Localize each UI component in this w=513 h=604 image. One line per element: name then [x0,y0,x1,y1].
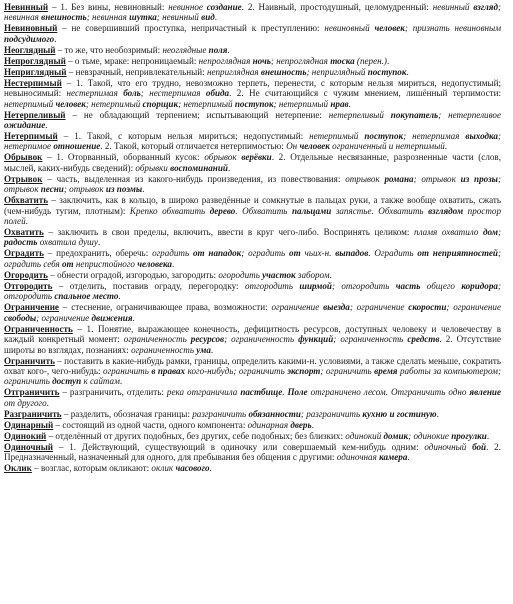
example-text: кухню и гостиную [362,408,437,419]
example-text: радость [4,237,38,248]
example-text: ресурсов [190,334,225,345]
example-text: экспорт [287,365,321,376]
example-text: ; ограничение [446,302,501,313]
example-text: поля [208,44,228,55]
example-text: нестерпимая [66,88,124,99]
definition-text: . [46,397,49,408]
definition-text: . [209,463,212,474]
headword: Оклик [4,463,32,474]
definition-text: . [210,344,214,355]
example-text: спальное место [54,291,119,302]
example-text: невинное [168,2,207,12]
definition-text: – то же, что необозримый: [55,44,163,55]
example-text: поступок [367,66,407,77]
example-text: ; нетерпеливое [438,109,501,120]
example-text: домик [383,430,409,441]
example-text: ; отрывок [4,173,501,195]
example-text: неоглядные [162,44,209,55]
definition-text: . [444,141,448,152]
headword: Одиночный [4,441,54,452]
definition-text: – обнести оградой, изгородью, загородить: [47,269,219,280]
example-text: ограничение [271,302,324,313]
example-text: непристойного [73,258,138,269]
example-text: камера [379,452,408,463]
example-text: в правах [151,365,186,376]
example-text: ума [196,344,211,355]
example-text: ; нетерпимый [85,98,143,109]
definition-text: . [407,452,410,463]
example-text: отграничено лесом. Отграничить одно [307,387,470,398]
example-text: . Обхватить [235,205,292,216]
example-text: одинарная [247,419,291,430]
definition-text: . 2. Предназначенный, назначенный для одного, для пребывания без общения с другими: [4,441,501,463]
example-text: ограниченность [131,344,197,355]
headword: Нетерпимый [4,131,58,142]
example-text: чьих-н. [300,248,336,259]
example-text: из прозы [460,173,498,184]
entry-ogradit [4,248,501,269]
example-text: ; невинная [4,2,501,23]
example-text: боль [123,88,141,99]
definition-text: – 1. Оторванный, оборванный кусок: [42,152,205,163]
example-text: участок [262,269,296,280]
example-text: пальцами [291,205,332,216]
definition-text: . [311,419,314,430]
example-text: внешность [41,12,87,23]
example-text: отрывок [345,173,385,184]
example-text: тоска [330,55,355,66]
headword: Разграничить [4,408,62,419]
example-text: ширмой [299,280,332,291]
headword: Охватить [4,227,44,238]
example-text: движения [91,312,133,323]
entry-neterpelivy [4,110,501,131]
example-text: шутка [129,12,157,23]
example-text: Крепко обхватить [129,205,210,216]
example-text: пламя охватило [414,227,483,238]
example-text: ; отрывок [63,184,106,195]
example-text: обида [205,88,230,99]
headword: Обрывок [4,152,43,163]
definition-text: – возглас, которым окликают: [31,463,152,474]
headword: Ограниченность [4,323,73,334]
definition-text: . [118,291,121,302]
example-text: разграничить [192,408,249,419]
entry-ogorodit [4,270,501,280]
definition-text: – разделить, обозначая границы: [61,408,193,419]
example-text: обрывки [135,162,171,173]
example-text: человек [299,141,330,152]
example-text: средств [407,334,440,345]
example-text: свободы [4,312,37,323]
example-text: работы за компьютером; ограничить [4,365,501,387]
example-text: ограничить [103,365,152,376]
example-text: ограниченность [123,334,191,345]
example-text: ; ограничение [349,302,409,313]
headword: Невинный [4,2,49,12]
example-text: ; признать невиновным [404,23,501,34]
definition-text: . 2. Такой, который отличается нетерпимостью: [100,141,287,152]
definition-text: . [406,66,409,77]
example-text: часового [175,463,210,474]
example-text: . Оградить [368,248,418,259]
example-text: одинокий [345,430,384,441]
example-text: ; отгородить [4,280,501,302]
example-text: ; ограничение [36,312,92,323]
example-text: обязанности [248,408,301,419]
example-text: обрывок [204,152,242,163]
entry-neprivlyadny [4,67,501,77]
entry-odinokiy [4,431,501,441]
example-text: поступок [234,98,274,109]
example-text: запястье. Обхватить [331,205,429,216]
example-text: верёвки [241,152,272,163]
example-text: явление [469,387,501,398]
definition-text: – поставить в какие-нибудь рамки, границы, определить какими-н. условиями, а также сделать меньше, сократить охват кого-, чего-нибудь: [4,355,501,376]
example-text: ; невинный [156,12,202,23]
example-text: одиночный [424,441,473,452]
example-text: поступок [364,131,404,142]
entry-otryvok [4,174,501,195]
example-text: нетерпимый [309,131,365,142]
definition-text: . [329,269,332,280]
entry-neterpimy2 [4,131,501,152]
example-text: человека [137,258,172,269]
headword: Отгородить [4,280,53,291]
headword: Оградить [4,248,44,259]
definition-text: – отделённый от других подобных, без других, себе подобных; без близких: [46,430,346,441]
entry-otgranichit [4,387,501,408]
example-text: река отграничила [166,387,241,398]
example-text: ; ограниченность [333,334,408,345]
definition-text: – не совершивший проступка, непричастный к преступлению: [57,23,325,34]
example-text: время [374,365,398,376]
definition-text: . [436,408,439,419]
example-text: от другого [4,397,47,408]
example-text: ночь [252,55,271,66]
headword: Одинокий [4,430,47,441]
headword: Неоглядный [4,44,56,55]
headword: Отграничить [4,387,60,398]
example-text: ограниченный и нетерпимый [329,141,445,152]
definition-text: . [45,120,48,131]
definition-text: – 1. Такой, с которым нельзя мириться; недопустимый: [57,131,310,142]
definition-text: – стеснение, ограничивающее права, возможности: [58,302,272,313]
definition-text: . 2. Наивный, простодушный, целомудренный: [241,2,433,12]
definition-text: – предохранить, оберечь: [43,248,153,259]
example-text: воспоминаний [170,162,228,173]
example-text: ; неприглядный [306,66,368,77]
example-text: выезда [323,302,350,313]
definition-text: . [54,33,57,44]
example-text: ; непроглядная [270,55,331,66]
example-text: часть [395,280,421,291]
definition-text: . [386,55,390,66]
example-text: ; нетерпимый [178,98,235,109]
entry-nevinny [4,2,501,23]
definition-text: . [97,237,101,248]
example-text: песни [40,184,64,195]
example-text: отношение [53,141,101,152]
example-text: покупатель [390,109,439,120]
definition-text: . [227,44,230,55]
definition-text: – часть, выделенная из какого-нибудь произведения, из повествования: [42,173,346,184]
definition-text: . [132,312,135,323]
example-text: прогулки [451,430,487,441]
headword: Одинарный [4,419,54,430]
entry-ogranichenie [4,302,501,323]
example-text: невиновный [324,23,375,34]
example-text: подсудимого [4,33,55,44]
example-text: человек [55,98,86,109]
example-text: спорщик [142,98,179,109]
definition-text: . [486,430,490,441]
entry-neterpimy [4,78,501,109]
entry-razgranichit [4,409,501,419]
entry-otgorodit [4,281,501,302]
example-text: общего [420,280,462,291]
example-text: . [282,387,288,398]
example-text: бой [472,441,487,452]
example-text: ; нетерпимое [4,131,501,152]
entry-oklik [4,463,501,473]
example-text: к сайтам [81,376,120,387]
example-text: ; нетерпимый [273,98,331,109]
entry-obryvok [4,152,501,173]
example-text: пастбище [240,387,283,398]
example-text: романа [384,173,414,184]
example-text: ; нестерпимая [140,88,206,99]
example-text: от [289,248,301,259]
example-text: взгляд [473,2,498,12]
headword: Обхватить [4,195,49,206]
definition-text: . 2. Не считающийся с чужим мнением, лишённый терпимости: [229,88,501,99]
headword: Невиновный [4,23,58,34]
definition-text: – 1. Такой, что его трудно, невозможно терпеть, перенести, с которым нельзя мириться, недопустимый; невыносимый: [4,77,501,99]
example-text: дерево [209,205,236,216]
headword: Огородить [4,269,48,280]
headword: Ограничение [4,302,59,313]
example-text: ; нетерпимая [403,131,466,142]
example-text: дом [483,227,498,238]
definition-text: . [348,98,351,109]
example-text: от [62,258,74,269]
definition-text: – о тьме, мраке: непроницаемый: [65,55,199,66]
definition-text: . [214,12,218,23]
example-text: из поэмы [105,184,143,195]
example-text: кого-нибудь; ограничить [185,365,288,376]
example-text: создание [206,2,242,12]
example-text: охватила душу [37,237,98,248]
example-text: Поле [287,387,308,398]
example-text: ; [497,227,501,238]
example-text: Он [286,141,300,152]
example-text: коридора [461,280,498,291]
headword: Непроглядный [4,55,66,66]
example-text: внешность [260,66,307,77]
example-text: ожидание [4,120,46,131]
entry-odinochny [4,442,501,463]
example-text: огородить [218,269,263,280]
example-text: человек [374,23,405,34]
example-text: нрав [330,98,349,109]
example-text: вид [201,12,215,23]
entry-ogranichit [4,356,501,387]
example-text: ; ограничить [320,365,375,376]
entry-ogranichennost [4,324,501,355]
definition-text: – 1. Понятие, выражающее конечность, дефицитность ресурсов, доступных человеку и человечеству в каждый конкретный момент: [4,323,501,345]
definition-text: – заключить, как в кольцо, в широко разведённые и сомкнутые в пальцах руки, а также вообще охватить, сжать (чем-нибудь тугим, плотным): [4,195,501,216]
definition-text: – разграничить, отделить: [59,387,167,398]
example-text: доступ [52,376,82,387]
definition-text: – 1. Действующий, существующий в одиночку или совершаемый кем-нибудь одним: [53,441,425,452]
example-text: одиночная [336,452,380,463]
example-text: отгородить [244,280,300,291]
example-text: оградить [152,248,193,259]
definition-text: . [227,162,231,173]
headword: Ограничить [4,355,55,366]
example-text: дверь [290,419,312,430]
entry-ohvatit [4,227,501,248]
entry-neoglyadny [4,45,501,55]
example-text: нетерпеливый [328,109,391,120]
definition-text: – заключить в свои пределы, включить, ввести в круг чего-либо. Воспринять целиком: [43,227,415,238]
example-text: взглядом [428,205,464,216]
definition-text: . [25,216,28,227]
entry-nevinovny [4,23,501,44]
definition-text: – отделить, поставив ограду, перегородку: [52,280,245,291]
headword: Неприглядный [4,66,67,77]
example-text: ; отгородить [331,280,396,291]
example-text: ; оградить себя [4,248,501,269]
entry-obhvatit [4,195,501,226]
example-text: ; разграничить [300,408,363,419]
definition-text: – не обладающий терпением; испытывающий нетерпение: [65,109,329,120]
definition-text: – состоящий из одной части, одного компонента: [53,419,248,430]
entry-odinarny [4,420,501,430]
headword: Нестерпимый [4,77,62,88]
example-text: от неприятностей [417,248,498,259]
definition-text: . [171,258,175,269]
example-text: невинный [432,2,474,12]
example-text: скорости [408,302,447,313]
example-text: оклик [151,463,176,474]
example-text: неприглядная [206,66,261,77]
example-text: выходка [465,131,498,142]
example-text: ; одинокие [408,430,452,441]
headword: Отрывок [4,173,43,184]
definition-text: . [119,376,123,387]
example-text: забором [295,269,330,280]
example-text: ; невинная [86,12,130,23]
example-text: выпадов [335,248,369,259]
example-text: непроглядная [198,55,253,66]
entry-neproglyadny [4,56,501,66]
definition-text: – невзрачный, непривлекательный: [66,66,207,77]
definition-text: – 1. Без вины, невиновный: [48,2,169,12]
example-text: (перен.) [354,55,387,66]
example-text: простор полей [4,205,501,227]
example-text: от нападок [192,248,242,259]
definition-text: . [142,184,145,195]
example-text: ; отрывок [413,173,461,184]
example-text: ; оградить [241,248,290,259]
example-text: функций [298,334,334,345]
headword: Нетерпеливый [4,109,66,120]
example-text: нетерпимый [4,98,56,109]
definition-text: . 2. Отдельные несвязанные, разрозненные части (слов, мыслей, каких-нибудь сведений): [4,152,501,173]
definition-text: . 2. Отсутствие широты во взглядах, познаниях: [4,334,501,355]
example-text: ; ограниченность [224,334,299,345]
